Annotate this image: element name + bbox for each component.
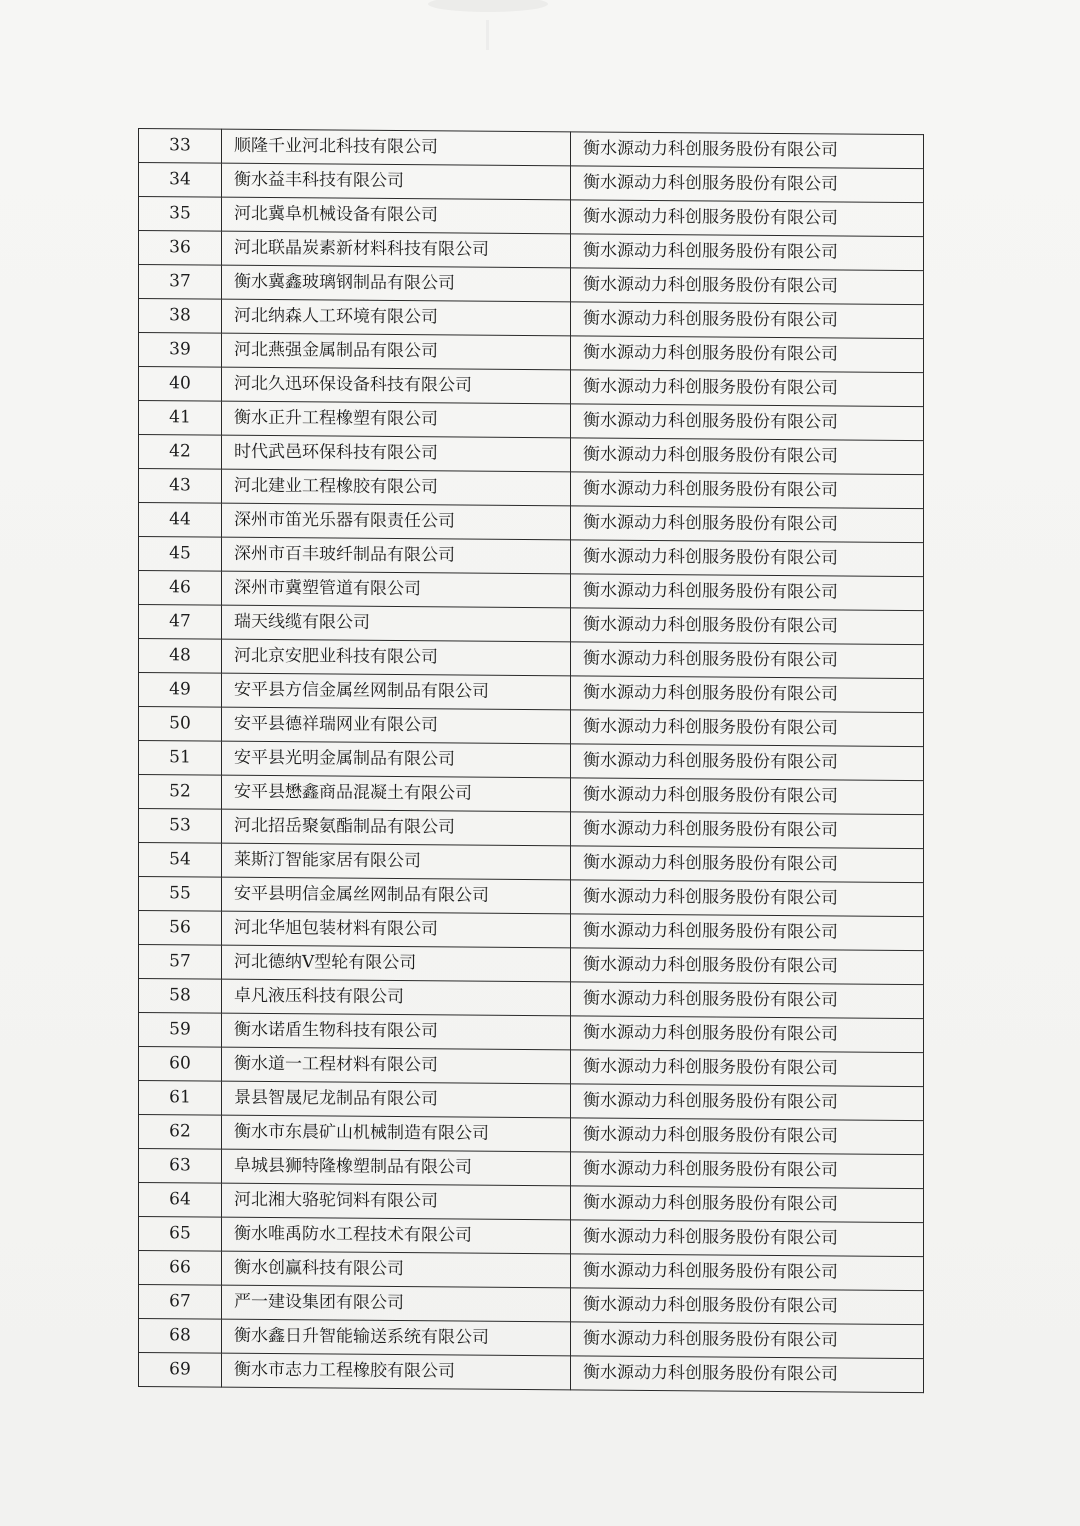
row-number: 51 [139,741,222,776]
service-organization: 衡水源动力科创服务股份有限公司 [571,846,924,883]
service-organization: 衡水源动力科创服务股份有限公司 [571,132,924,169]
table-row [139,877,924,917]
service-organization: 衡水源动力科创服务股份有限公司 [571,472,924,509]
service-organization: 衡水源动力科创服务股份有限公司 [571,1322,924,1359]
service-organization: 衡水源动力科创服务股份有限公司 [571,1118,924,1155]
service-organization: 衡水源动力科创服务股份有限公司 [571,1288,924,1325]
company-name: 景县智晟尼龙制品有限公司 [222,1081,571,1118]
company-name: 河北华旭包装材料有限公司 [222,911,571,948]
row-number: 55 [139,877,222,912]
company-name: 深州市笛光乐器有限责任公司 [222,503,571,540]
company-name: 河北京安肥业科技有限公司 [222,639,571,676]
service-organization: 衡水源动力科创服务股份有限公司 [571,676,924,713]
row-number: 47 [139,605,222,640]
service-organization: 衡水源动力科创服务股份有限公司 [571,778,924,815]
row-number: 44 [139,503,222,538]
service-organization: 衡水源动力科创服务股份有限公司 [571,336,924,373]
table-row [139,1013,924,1053]
company-name: 衡水正升工程橡塑有限公司 [222,401,571,438]
row-number: 53 [139,809,222,844]
company-name: 衡水创赢科技有限公司 [222,1251,571,1288]
row-number: 38 [139,299,222,334]
row-number: 60 [139,1047,222,1082]
service-organization: 衡水源动力科创服务股份有限公司 [571,812,924,849]
row-number: 40 [139,367,222,402]
table-row [139,1149,924,1189]
service-organization: 衡水源动力科创服务股份有限公司 [571,744,924,781]
table-row [139,401,924,441]
row-number: 62 [139,1115,222,1150]
service-organization: 衡水源动力科创服务股份有限公司 [571,1254,924,1291]
row-number: 61 [139,1081,222,1116]
company-name: 河北久迅环保设备科技有限公司 [222,367,571,404]
company-name: 衡水唯禹防水工程技术有限公司 [222,1217,571,1254]
row-number: 58 [139,979,222,1014]
company-name: 严一建设集团有限公司 [222,1285,571,1322]
table-row [139,537,924,577]
table-row [139,163,924,203]
table-row [139,1353,924,1393]
company-name: 河北建业工程橡胶有限公司 [222,469,571,506]
service-organization: 衡水源动力科创服务股份有限公司 [571,1356,924,1393]
service-organization: 衡水源动力科创服务股份有限公司 [571,404,924,441]
row-number: 41 [139,401,222,436]
table-row [139,741,924,781]
service-organization: 衡水源动力科创服务股份有限公司 [571,914,924,951]
service-organization: 衡水源动力科创服务股份有限公司 [571,1186,924,1223]
table-row [139,469,924,509]
table-row [139,1251,924,1291]
service-organization: 衡水源动力科创服务股份有限公司 [571,710,924,747]
company-name: 安平县德祥瑞网业有限公司 [222,707,571,744]
service-organization: 衡水源动力科创服务股份有限公司 [571,438,924,475]
table-row [139,265,924,305]
row-number: 57 [139,945,222,980]
row-number: 54 [139,843,222,878]
row-number: 39 [139,333,222,368]
company-name: 深州市冀塑管道有限公司 [222,571,571,608]
table-row [139,707,924,747]
row-number: 35 [139,197,222,232]
service-organization: 衡水源动力科创服务股份有限公司 [571,1220,924,1257]
company-name: 河北冀阜机械设备有限公司 [222,197,571,234]
table-row [139,1047,924,1087]
table-row [139,1115,924,1155]
row-number: 45 [139,537,222,572]
row-number: 36 [139,231,222,266]
company-name: 时代武邑环保科技有限公司 [222,435,571,472]
row-number: 37 [139,265,222,300]
row-number: 46 [139,571,222,606]
row-number: 65 [139,1217,222,1252]
company-name: 河北燕强金属制品有限公司 [222,333,571,370]
table-row [139,945,924,985]
company-table-body [139,129,924,1393]
company-name: 安平县方信金属丝网制品有限公司 [222,673,571,710]
row-number: 56 [139,911,222,946]
service-organization: 衡水源动力科创服务股份有限公司 [571,1152,924,1189]
table-row [139,503,924,543]
table-row [139,1217,924,1257]
company-name: 衡水市志力工程橡胶有限公司 [222,1353,571,1390]
service-organization: 衡水源动力科创服务股份有限公司 [571,608,924,645]
row-number: 64 [139,1183,222,1218]
table-row [139,843,924,883]
service-organization: 衡水源动力科创服务股份有限公司 [571,1084,924,1121]
row-number: 52 [139,775,222,810]
service-organization: 衡水源动力科创服务股份有限公司 [571,948,924,985]
table-row [139,775,924,815]
table-row [139,333,924,373]
scan-artifact [418,0,558,60]
row-number: 50 [139,707,222,742]
row-number: 49 [139,673,222,708]
company-name: 河北湘大骆驼饲料有限公司 [222,1183,571,1220]
service-organization: 衡水源动力科创服务股份有限公司 [571,1016,924,1053]
company-name: 深州市百丰玻纤制品有限公司 [222,537,571,574]
service-organization: 衡水源动力科创服务股份有限公司 [571,268,924,305]
company-name: 莱斯汀智能家居有限公司 [222,843,571,880]
table-row [139,809,924,849]
company-table [138,128,924,1393]
company-name: 安平县懋鑫商品混凝土有限公司 [222,775,571,812]
service-organization: 衡水源动力科创服务股份有限公司 [571,506,924,543]
service-organization: 衡水源动力科创服务股份有限公司 [571,574,924,611]
service-organization: 衡水源动力科创服务股份有限公司 [571,642,924,679]
company-name: 河北纳森人工环境有限公司 [222,299,571,336]
service-organization: 衡水源动力科创服务股份有限公司 [571,540,924,577]
company-name: 衡水市东晨矿山机械制造有限公司 [222,1115,571,1152]
row-number: 69 [139,1353,222,1388]
table-row [139,197,924,237]
company-name: 瑞天线缆有限公司 [222,605,571,642]
service-organization: 衡水源动力科创服务股份有限公司 [571,302,924,339]
table-row [139,605,924,645]
row-number: 67 [139,1285,222,1320]
company-name: 衡水益丰科技有限公司 [222,163,571,200]
row-number: 63 [139,1149,222,1184]
table-row [139,367,924,407]
company-name: 卓凡液压科技有限公司 [222,979,571,1016]
company-name: 安平县明信金属丝网制品有限公司 [222,877,571,914]
company-name: 衡水鑫日升智能输送系统有限公司 [222,1319,571,1356]
row-number: 33 [139,129,222,164]
service-organization: 衡水源动力科创服务股份有限公司 [571,982,924,1019]
company-name: 河北联晶炭素新材料科技有限公司 [222,231,571,268]
company-name: 阜城县狮特隆橡塑制品有限公司 [222,1149,571,1186]
company-name: 安平县光明金属制品有限公司 [222,741,571,778]
service-organization: 衡水源动力科创服务股份有限公司 [571,1050,924,1087]
company-name: 衡水冀鑫玻璃钢制品有限公司 [222,265,571,302]
company-name: 河北德纳V型轮有限公司 [222,945,571,982]
table-row [139,673,924,713]
table-row [139,1081,924,1121]
service-organization: 衡水源动力科创服务股份有限公司 [571,880,924,917]
table-row [139,1183,924,1223]
row-number: 43 [139,469,222,504]
table-row [139,1319,924,1359]
table-row [139,129,924,169]
service-organization: 衡水源动力科创服务股份有限公司 [571,200,924,237]
row-number: 59 [139,1013,222,1048]
row-number: 42 [139,435,222,470]
table-row [139,571,924,611]
row-number: 34 [139,163,222,198]
row-number: 48 [139,639,222,674]
table-row [139,911,924,951]
row-number: 68 [139,1319,222,1354]
table-row [139,435,924,475]
service-organization: 衡水源动力科创服务股份有限公司 [571,234,924,271]
table-row [139,1285,924,1325]
table-row [139,639,924,679]
service-organization: 衡水源动力科创服务股份有限公司 [571,370,924,407]
company-name: 衡水道一工程材料有限公司 [222,1047,571,1084]
service-organization: 衡水源动力科创服务股份有限公司 [571,166,924,203]
company-name: 衡水诺盾生物科技有限公司 [222,1013,571,1050]
table-row [139,231,924,271]
company-name: 河北招岳聚氨酯制品有限公司 [222,809,571,846]
table-row [139,979,924,1019]
table-row [139,299,924,339]
row-number: 66 [139,1251,222,1286]
company-name: 顺隆千业河北科技有限公司 [222,129,571,166]
